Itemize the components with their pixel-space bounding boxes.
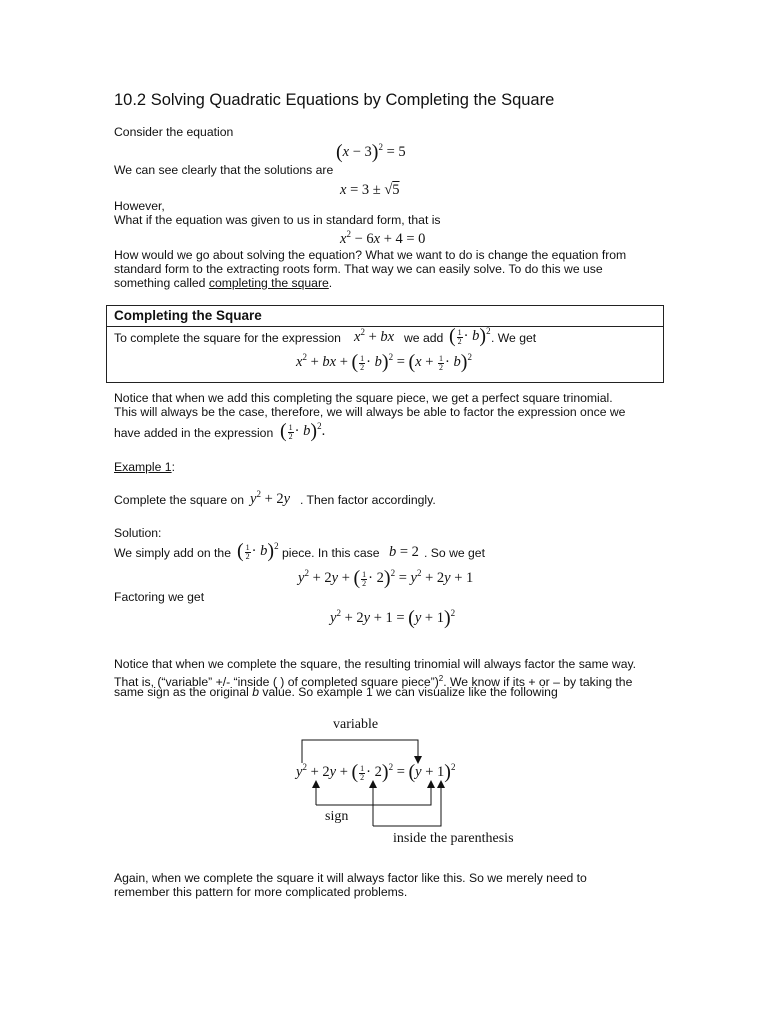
add-text-post: . So we get [424, 546, 485, 560]
how-line-3: something called completing the square. [114, 276, 333, 290]
pattern-line-2: That is, (“variable” +/- “inside ( ) of completed square piece”)$^2$. We know if its + or – by taking the [114, 674, 633, 690]
box-expression: $x^2$ + bx [354, 327, 395, 345]
diagram-label-sign: sign [325, 809, 349, 824]
example-expression: $y^2 + 2y$ [250, 489, 291, 507]
closing-line-2: remember this pattern for more complicated problems. [114, 885, 408, 899]
notice-line-2: This will always be the case, therefore, we will always be able to factor the expression once we [114, 405, 626, 419]
what-if-text: What if the equation was given to us in standard form, that is [114, 213, 441, 227]
consider-text: Consider the equation [114, 125, 234, 139]
solutions-text: We can see clearly that the solutions are [114, 163, 334, 177]
how-line-2: standard form to the extracting roots form. That way we can easily solve. To do this we use [114, 262, 603, 276]
equation-factored: $y^2 + 2y + 1 = (y + 1)^2$ [330, 607, 456, 629]
notice-line-3: have added in the expression [114, 426, 274, 440]
equation-extracting-roots: $(x - 3)^2 = 5$ [336, 141, 406, 163]
however-text: However, [114, 199, 165, 213]
box-square-piece: ( $\frac{1}{2}$ · b)$^2$ [449, 325, 491, 347]
example-label: Example 1: [114, 460, 175, 474]
example-task-post: . Then factor accordingly. [300, 493, 436, 507]
pattern-line-3: same sign as the original b value. So example 1 we can visualize like the following [114, 685, 558, 699]
box-text-pre: To complete the square for the expression [114, 331, 341, 345]
equation-solutions: x = 3 ± √5 [340, 182, 400, 198]
equation-standard-form: $x^2 - 6x + 4 = 0$ [340, 229, 426, 247]
add-text-mid: piece. In this case [282, 546, 380, 560]
closing-line-1: Again, when we complete the square it will always factor like this. So we merely need to [114, 871, 587, 885]
notice-line-1: Notice that when we add this completing the square piece, we get a perfect square trinomial. [114, 391, 613, 405]
diagram-equation: $y^2 + 2y$ + ( $\frac{1}{2}$ · $2)^2 = (y + 1)^2$ [296, 761, 456, 783]
example-task-pre: Complete the square on [114, 493, 245, 507]
add-square-piece: ( $\frac{1}{2}$ · b)$^2$ [237, 540, 279, 562]
how-line-1: How would we go about solving the equation? What we want to do is change the equation from [114, 248, 627, 262]
completing-square-term: completing the square [208, 276, 329, 290]
notice-square-piece: ( $\frac{1}{2}$ · b)$^2$. [280, 420, 326, 442]
solution-label: Solution: [114, 526, 162, 540]
equation-completed: $y^2 + 2y$ + ( $\frac{1}{2}$ · $2)^2 = y^2 + 2y + 1$ [298, 567, 474, 589]
box-identity: $x^2$ + bx + ( $\frac{1}{2}$ · b)$^2$ = (x + $\frac{1}{2}$ · b)$^2$ [296, 351, 472, 373]
b-value: b = 2 [389, 544, 419, 560]
box-text-post: . We get [491, 331, 537, 345]
pattern-line-1: Notice that when we complete the square, the resulting trinomial will always factor the same way. [114, 657, 637, 671]
add-text-pre: We simply add on the [114, 546, 231, 560]
diagram-label-variable: variable [333, 717, 379, 732]
box-text-mid: we add [404, 331, 444, 345]
page-title: 10.2 Solving Quadratic Equations by Completing the Square [114, 91, 555, 109]
factoring-text: Factoring we get [114, 590, 205, 604]
definition-box-title: Completing the Square [114, 308, 262, 323]
diagram-label-inside: inside the parenthesis [393, 831, 514, 846]
